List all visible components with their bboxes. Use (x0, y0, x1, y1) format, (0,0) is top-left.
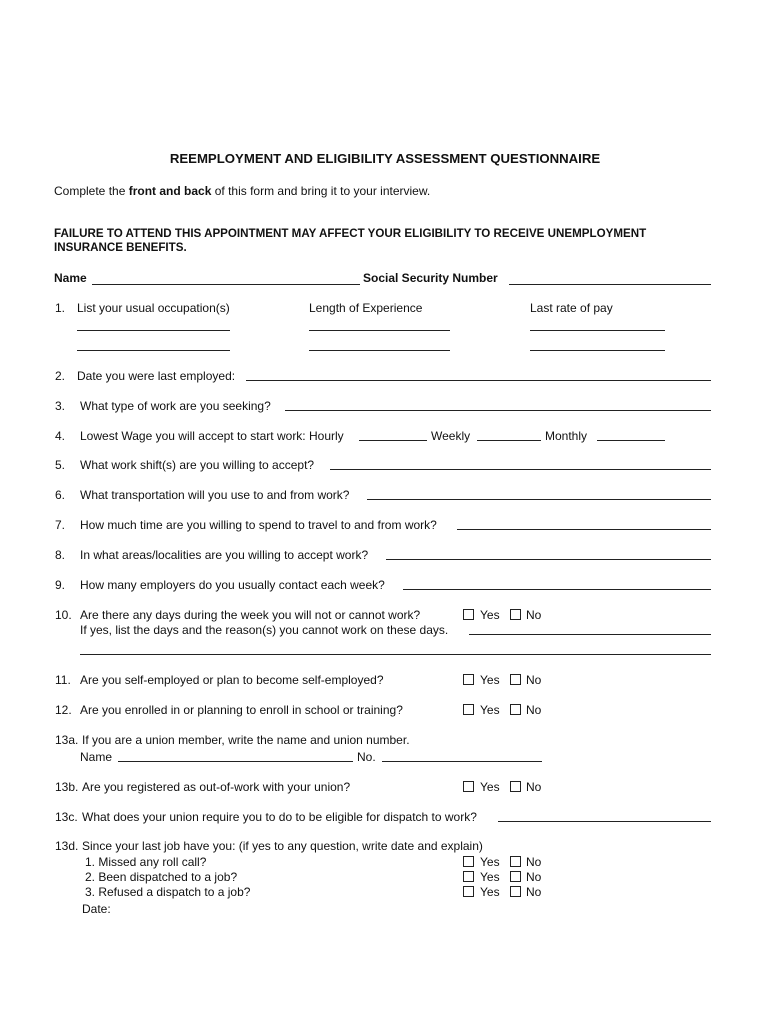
q13d-3-yes-checkbox[interactable] (463, 886, 474, 897)
occupation-field-1[interactable] (77, 330, 230, 331)
ssn-label: Social Security Number (363, 271, 498, 285)
q13c-field[interactable] (498, 821, 711, 822)
q10-sub-text: If yes, list the days and the reason(s) you cannot work on these days. (80, 623, 449, 637)
q1-number: 1. (55, 301, 66, 315)
q11-no-label: No (526, 673, 542, 687)
q13b-yes-label: Yes (480, 780, 500, 794)
q1-rate-label: Last rate of pay (530, 301, 613, 315)
q10-text: Are there any days during the week you will not or cannot work? (80, 608, 421, 622)
q4-text: Lowest Wage you will accept to start work: Hourly (80, 429, 344, 443)
q10-no-checkbox[interactable] (510, 609, 521, 620)
q12-yes-checkbox[interactable] (463, 704, 474, 715)
q13b-yes-checkbox[interactable] (463, 781, 474, 792)
q3-text: What type of work are you seeking? (80, 399, 271, 413)
q1-occupation-label: List your usual occupation(s) (77, 301, 230, 315)
q13d-item-1: 1. Missed any roll call? (85, 855, 207, 869)
experience-field-2[interactable] (309, 350, 450, 351)
q5-field[interactable] (330, 469, 711, 470)
q2-number: 2. (55, 369, 66, 383)
intro-post: of this form and bring it to your interview. (211, 184, 431, 198)
union-name-label: Name (80, 750, 113, 764)
q13d-2-yes-checkbox[interactable] (463, 871, 474, 882)
q8-text: In what areas/localities are you willing to accept work? (80, 548, 369, 562)
experience-field-1[interactable] (309, 330, 450, 331)
q13d-3-no-checkbox[interactable] (510, 886, 521, 897)
monthly-label: Monthly (545, 429, 588, 443)
q2-text: Date you were last employed: (77, 369, 236, 383)
q7-field[interactable] (457, 529, 711, 530)
q13d-item-2: 2. Been dispatched to a job? (85, 870, 238, 884)
q13d-text: Since your last job have you: (if yes to any question, write date and explain) (82, 839, 483, 853)
q13d-2-no-checkbox[interactable] (510, 871, 521, 882)
occupation-field-2[interactable] (77, 350, 230, 351)
q10-field-1[interactable] (469, 634, 711, 635)
union-number-field[interactable] (382, 761, 542, 762)
rate-field-1[interactable] (530, 330, 665, 331)
q12-number: 12. (55, 703, 72, 717)
hourly-wage-field[interactable] (359, 440, 427, 441)
q4-number: 4. (55, 429, 66, 443)
q12-text: Are you enrolled in or planning to enroll in school or training? (80, 703, 403, 717)
union-name-field[interactable] (118, 761, 353, 762)
q8-field[interactable] (386, 559, 711, 560)
q10-number: 10. (55, 608, 72, 622)
name-field[interactable] (92, 284, 360, 285)
q6-field[interactable] (367, 499, 711, 500)
q12-yes-label: Yes (480, 703, 500, 717)
q11-number: 11. (55, 673, 71, 687)
q11-text: Are you self-employed or plan to become self-employed? (80, 673, 384, 687)
q13d-2-yes-label: Yes (480, 870, 500, 884)
q13d-date-label: Date: (82, 902, 111, 916)
q13d-number: 13d. (55, 839, 79, 853)
q13b-text: Are you registered as out-of-work with your union? (82, 780, 351, 794)
q2-field[interactable] (246, 380, 711, 381)
q13c-number: 13c. (55, 810, 78, 824)
q6-number: 6. (55, 488, 66, 502)
intro-text (54, 184, 430, 198)
q5-number: 5. (55, 458, 66, 472)
q6-text: What transportation will you use to and from work? (80, 488, 350, 502)
weekly-label: Weekly (431, 429, 471, 443)
q13d-2-no-label: No (526, 870, 542, 884)
q13a-number: 13a. (55, 733, 79, 747)
warning-text: FAILURE TO ATTEND THIS APPOINTMENT MAY AFFECT YOUR ELIGIBILITY TO RECEIVE UNEMPLOYMENT INSURANCE BENEFITS. (54, 227, 647, 254)
q13d-1-yes-label: Yes (480, 855, 500, 869)
q13b-number: 13b. (55, 780, 79, 794)
q3-number: 3. (55, 399, 66, 413)
q12-no-label: No (526, 703, 542, 717)
q8-number: 8. (55, 548, 66, 562)
q9-number: 9. (55, 578, 66, 592)
q13b-no-label: No (526, 780, 542, 794)
q9-text: How many employers do you usually contact each week? (80, 578, 385, 592)
q13d-item-3: 3. Refused a dispatch to a job? (85, 885, 251, 899)
union-no-label: No. (357, 750, 376, 764)
weekly-wage-field[interactable] (477, 440, 541, 441)
q3-field[interactable] (285, 410, 711, 411)
name-label: Name (54, 271, 87, 285)
q11-no-checkbox[interactable] (510, 674, 521, 685)
ssn-field[interactable] (509, 284, 711, 285)
q13d-1-no-label: No (526, 855, 542, 869)
q13d-1-no-checkbox[interactable] (510, 856, 521, 867)
q5-text: What work shift(s) are you willing to accept? (80, 458, 315, 472)
q10-no-label: No (526, 608, 542, 622)
q11-yes-checkbox[interactable] (463, 674, 474, 685)
q10-field-2[interactable] (80, 654, 711, 655)
q13c-text: What does your union require you to do to be eligible for dispatch to work? (82, 810, 477, 824)
q13d-3-no-label: No (526, 885, 542, 899)
q7-number: 7. (55, 518, 66, 532)
q13d-1-yes-checkbox[interactable] (463, 856, 474, 867)
q10-yes-checkbox[interactable] (463, 609, 474, 620)
q11-yes-label: Yes (480, 673, 500, 687)
q13d-3-yes-label: Yes (480, 885, 500, 899)
monthly-wage-field[interactable] (597, 440, 665, 441)
q1-experience-label: Length of Experience (309, 301, 423, 315)
intro-bold: front and back (128, 184, 212, 198)
q9-field[interactable] (403, 589, 711, 590)
rate-field-2[interactable] (530, 350, 665, 351)
q13a-text: If you are a union member, write the name and union number. (82, 733, 410, 747)
form-title: REEMPLOYMENT AND ELIGIBILITY ASSESSMENT QUESTIONNAIRE (169, 151, 601, 166)
q7-text: How much time are you willing to spend to travel to and from work? (80, 518, 437, 532)
q10-yes-label: Yes (480, 608, 500, 622)
intro-pre: Complete the (54, 184, 129, 198)
q13b-no-checkbox[interactable] (510, 781, 521, 792)
q12-no-checkbox[interactable] (510, 704, 521, 715)
